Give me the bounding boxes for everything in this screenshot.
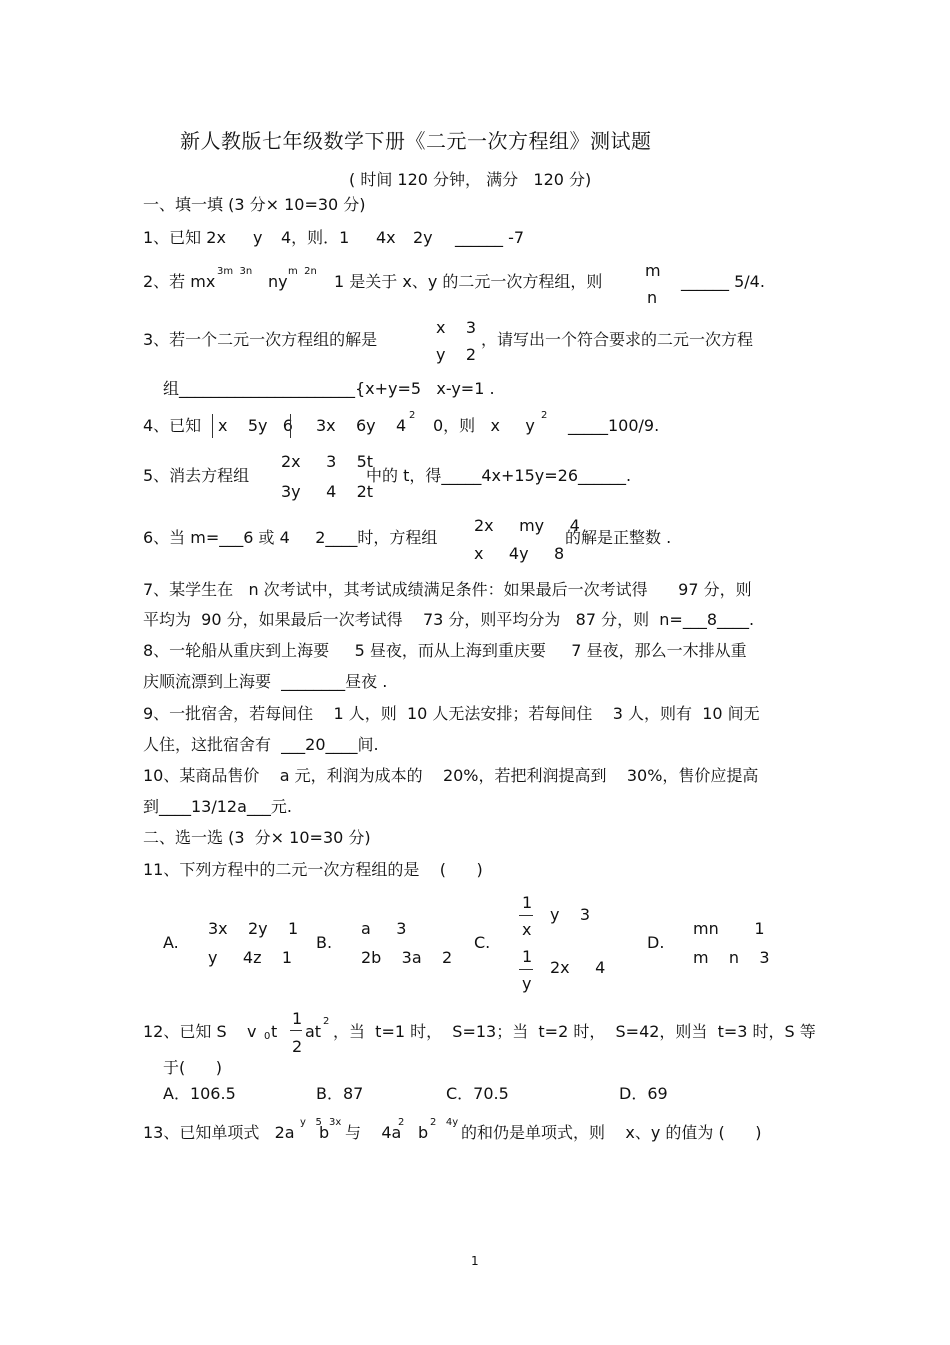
q2-part: ny [268, 272, 288, 291]
q13-exponent: 2 [398, 1117, 405, 1128]
q11-option-d-row: m n 3 [693, 948, 770, 967]
q13-exponent: 3x [329, 1117, 342, 1128]
q6-part: 6、当 m=___6 或 4 2____时，方程组 [143, 528, 438, 547]
q11-stem: 11、下列方程中的二元一次方程组的是 ( ) [143, 860, 483, 879]
q4-part: 3x 6y 4 [316, 416, 407, 435]
q12-part: ，当 t=1 时， S=13；当 t=2 时， S=42，则当 t=3 时，S 等 [333, 1022, 816, 1041]
q3-system-row: x 3 [436, 318, 476, 337]
q11-option-d-row: mn 1 [693, 919, 765, 938]
q2-answer: ______ 5/4. [681, 272, 765, 291]
q11-option-c-den: y [522, 974, 532, 993]
q6-system-row: x 4y 8 [474, 544, 565, 563]
page-number: 1 [471, 1254, 479, 1268]
q1-part: 4x [376, 228, 396, 247]
q4-exponent: 2 [409, 410, 416, 421]
q5-system-row: 2x 3 5t [281, 452, 374, 471]
q3-answer: 组______________________{x+y=5 x-y=1 . [163, 379, 495, 398]
fraction-bar [290, 1030, 302, 1031]
q4-exponent: 2 [541, 410, 548, 421]
q12-option: A．106.5 [163, 1084, 236, 1103]
q3-part: ，请写出一个符合要求的二元一次方程 [481, 330, 754, 349]
q6-part: 的解是正整数 . [565, 528, 672, 547]
q11-option-c-row: 2x 4 [550, 958, 606, 977]
q4-answer: _____100/9. [568, 416, 660, 435]
q4-part: 4、已知 [143, 416, 202, 435]
q12-exponent: 2 [323, 1016, 330, 1027]
q1-part: 4，则．1 [281, 228, 350, 247]
q11-option-a-label: A. [163, 933, 179, 952]
q11-option-a-row: y 4z 1 [208, 948, 292, 967]
q2-fraction-num: m [645, 261, 661, 280]
abs-bar-left [212, 414, 213, 438]
q13-exponent: y 5 [300, 1117, 322, 1128]
fraction-bar [519, 969, 533, 970]
q2-exponent: 3m 3n [217, 266, 253, 277]
q12-fraction-den: 2 [292, 1037, 303, 1056]
abs-bar-right [290, 414, 291, 438]
question-10-line-2: 到____13/12a___元. [143, 797, 293, 816]
q11-option-c-label: C. [474, 933, 491, 952]
page-subtitle: ( 时间 120 分钟， 满分 120 分) [349, 170, 592, 189]
q2-fraction-den: n [647, 288, 658, 307]
q13-exponent: 2 4y [430, 1117, 459, 1128]
q5-answer: 中的 t，得_____4x+15y=26______. [366, 466, 632, 485]
question-10-line-1: 10、某商品售价 a 元，利润为成本的 20%，若把利润提高到 30%，售价应提高 [143, 766, 759, 785]
q12-fraction-num: 1 [292, 1009, 303, 1028]
q12-option: C．70.5 [446, 1084, 509, 1103]
q13-part: 的和仍是单项式，则 x、y 的值为 ( ) [461, 1123, 762, 1142]
q12-part: 12、已知 S v [143, 1022, 257, 1041]
q11-option-b-row: a 3 [361, 919, 407, 938]
fraction-bar [519, 915, 533, 916]
q13-part: b [319, 1123, 330, 1142]
q4-part: 0，则 x y [433, 416, 535, 435]
q4-part: x 5y 6 [218, 416, 293, 435]
q11-option-c-num: 1 [522, 947, 533, 966]
q12-line-2: 于( ) [163, 1058, 223, 1077]
q11-option-c-row: y 3 [550, 905, 590, 924]
question-7-line-1: 7、某学生在 n 次考试中，其考试成绩满足条件：如果最后一次考试得 97 分，则 [143, 580, 752, 599]
q2-part: 2、若 mx [143, 272, 216, 291]
q13-part: 与 4a [345, 1123, 402, 1142]
q11-option-c-den: x [522, 920, 532, 939]
section-heading-2: 二、选一选 (3 分× 10=30 分) [143, 828, 371, 847]
q5-part: 5、消去方程组 [143, 466, 250, 485]
q3-system-row: y 2 [436, 345, 476, 364]
q12-subscript: 0 [264, 1031, 271, 1042]
q11-option-b-row: 2b 3a 2 [361, 948, 453, 967]
q1-part: y [253, 228, 263, 247]
page-title: 新人教版七年级数学下册《二元一次方程组》测试题 [180, 129, 652, 153]
q6-system-row: 2x my 4 [474, 516, 580, 535]
q11-option-d-label: D. [647, 933, 665, 952]
q2-part: 1 是关于 x、y 的二元一次方程组，则 [334, 272, 603, 291]
question-8-line-2: 庆顺流漂到上海要 ________昼夜 . [143, 672, 388, 691]
question-8-line-1: 8、一轮船从重庆到上海要 5 昼夜，而从上海到重庆要 7 昼夜，那么一木排从重 [143, 641, 747, 660]
q11-option-a-row: 3x 2y 1 [208, 919, 299, 938]
question-7-line-2: 平均为 90 分，如果最后一次考试得 73 分，则平均分为 87 分，则 n=___8____. [143, 610, 755, 629]
q13-part: b [418, 1123, 429, 1142]
section-heading-1: 一、填一填 (3 分× 10=30 分) [143, 195, 366, 214]
q2-exponent: m 2n [288, 266, 317, 277]
q12-option: B．87 [316, 1084, 364, 1103]
q3-part: 3、若一个二元一次方程组的解是 [143, 330, 378, 349]
q13-part: 13、已知单项式 2a [143, 1123, 295, 1142]
q11-option-b-label: B. [316, 933, 333, 952]
q5-system-row: 3y 4 2t [281, 482, 374, 501]
q1-answer: ______ -7 [455, 228, 525, 247]
q12-part: t [271, 1022, 278, 1041]
q12-option: D．69 [619, 1084, 668, 1103]
q1-part: 1、已知 2x [143, 228, 226, 247]
q1-part: 2y [413, 228, 433, 247]
question-9-line-2: 人住，这批宿舍有 ___20____间. [143, 735, 379, 754]
question-9-line-1: 9、一批宿舍，若每间住 1 人，则 10 人无法安排；若每间住 3 人，则有 10 间无 [143, 704, 760, 723]
q12-part: at [305, 1022, 322, 1041]
q11-option-c-num: 1 [522, 893, 533, 912]
